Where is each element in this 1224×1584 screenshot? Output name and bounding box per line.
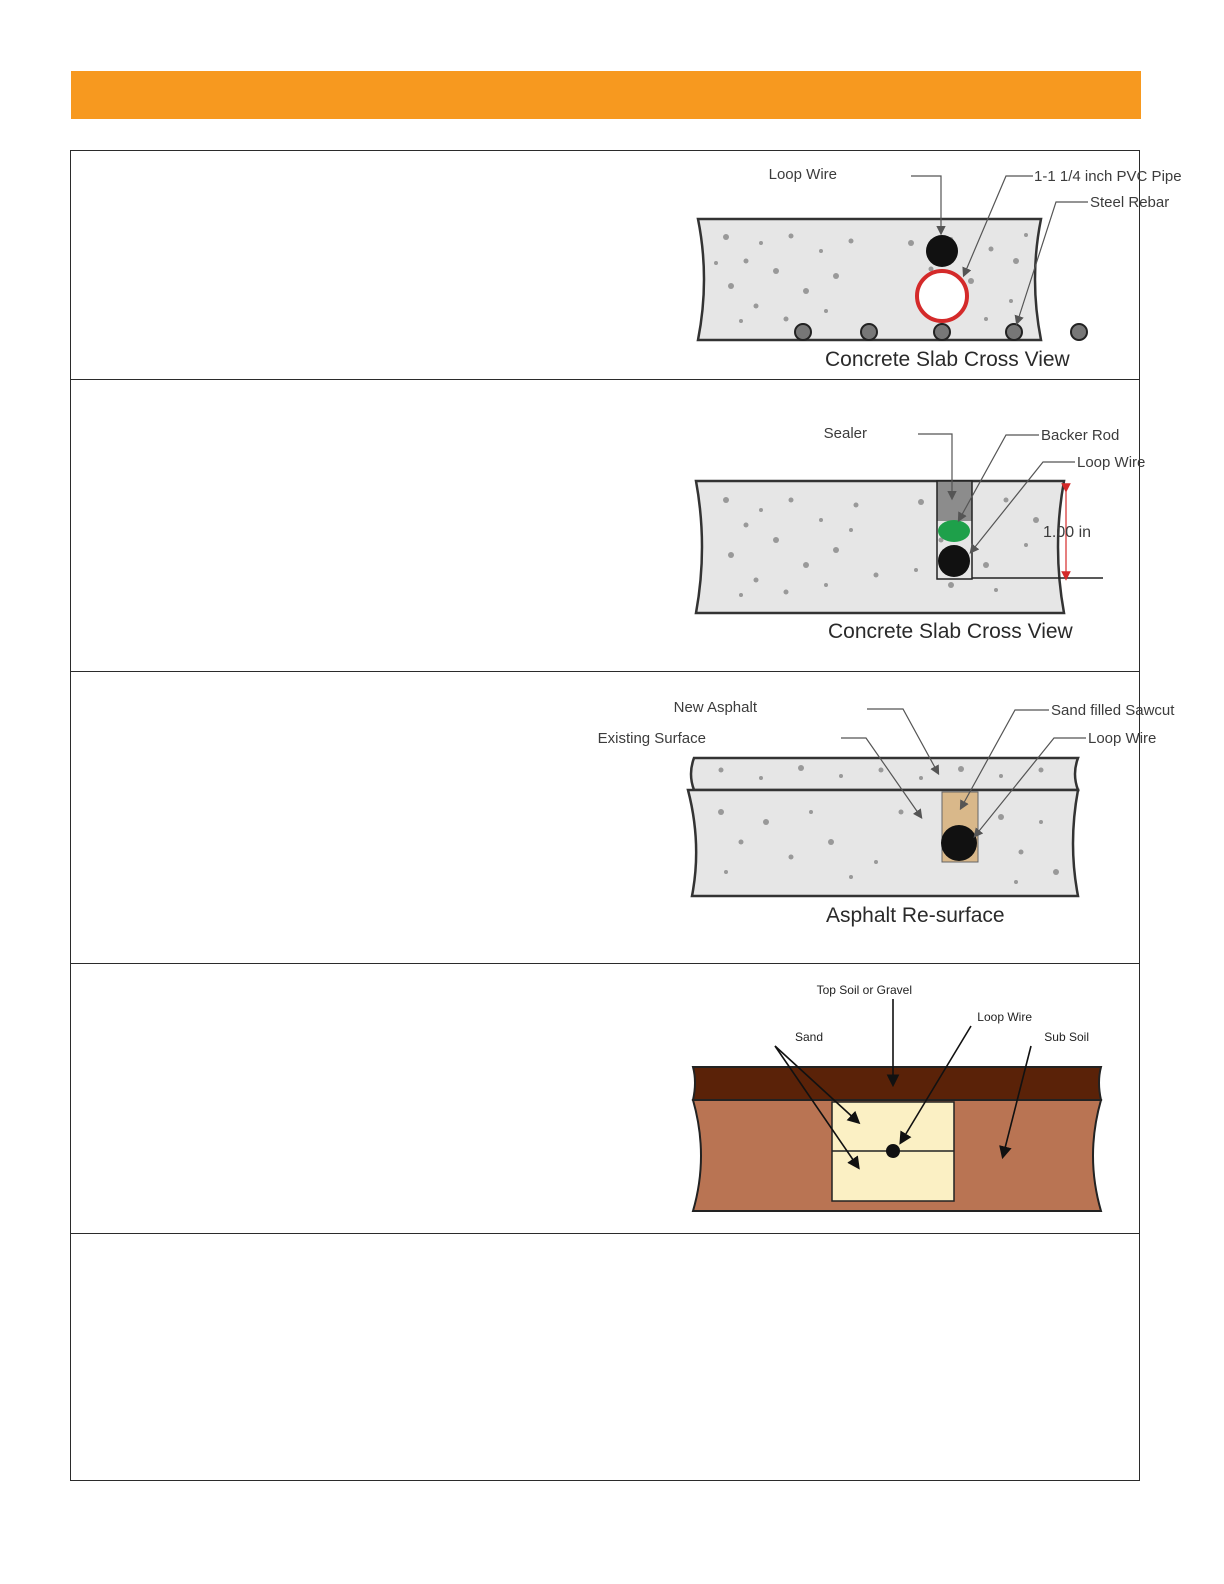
label-loop-wire: Loop Wire [768, 166, 837, 183]
label-existing-surface: Existing Surface [597, 730, 706, 747]
diagram-caption: Concrete Slab Cross View [825, 348, 1070, 371]
label-depth: 1.00 in [1043, 524, 1092, 541]
asphalt-resurface-diagram [597, 672, 1175, 964]
loop-wire [926, 235, 958, 267]
installation-table [70, 150, 1182, 1481]
table-row [71, 1234, 1139, 1482]
label-sand: Sand [794, 1030, 823, 1044]
pvc-pipe [917, 271, 967, 321]
table-row [71, 672, 1175, 964]
label-pvc-pipe: 1-1 1/4 inch PVC Pipe [1034, 168, 1182, 185]
label-top-soil: Top Soil or Gravel [816, 983, 912, 997]
header-banner [71, 71, 1141, 119]
concrete-slab [698, 219, 1041, 340]
label-steel-rebar: Steel Rebar [1090, 194, 1170, 211]
label-new-asphalt: New Asphalt [673, 699, 757, 716]
table-row [71, 964, 1139, 1234]
concrete-slab [696, 481, 1064, 613]
table-row [71, 151, 1182, 380]
table-row [71, 380, 1146, 672]
backer-rod [938, 520, 970, 542]
sealer [937, 481, 972, 521]
loop-wire [886, 1144, 900, 1158]
loop-wire [941, 825, 977, 861]
diagram-caption: Asphalt Re-surface [826, 904, 1005, 927]
label-sub-soil: Sub Soil [1044, 1030, 1089, 1044]
soil-burial-diagram [651, 964, 1131, 1234]
diagram-caption: Concrete Slab Cross View [828, 620, 1073, 643]
label-loop-wire: Loop Wire [977, 1010, 1032, 1024]
loop-wire [938, 545, 970, 577]
label-backer-rod: Backer Rod [1041, 427, 1120, 444]
existing-surface-layer [688, 790, 1078, 896]
label-sand-sawcut: Sand filled Sawcut [1051, 702, 1175, 719]
label-loop-wire: Loop Wire [1088, 730, 1157, 747]
top-soil-layer [693, 1067, 1101, 1100]
pvc-pipe-diagram [651, 151, 1182, 380]
label-loop-wire: Loop Wire [1077, 454, 1146, 471]
sawcut-diagram [651, 380, 1146, 672]
new-asphalt-layer [691, 758, 1078, 790]
label-sealer: Sealer [823, 425, 867, 442]
